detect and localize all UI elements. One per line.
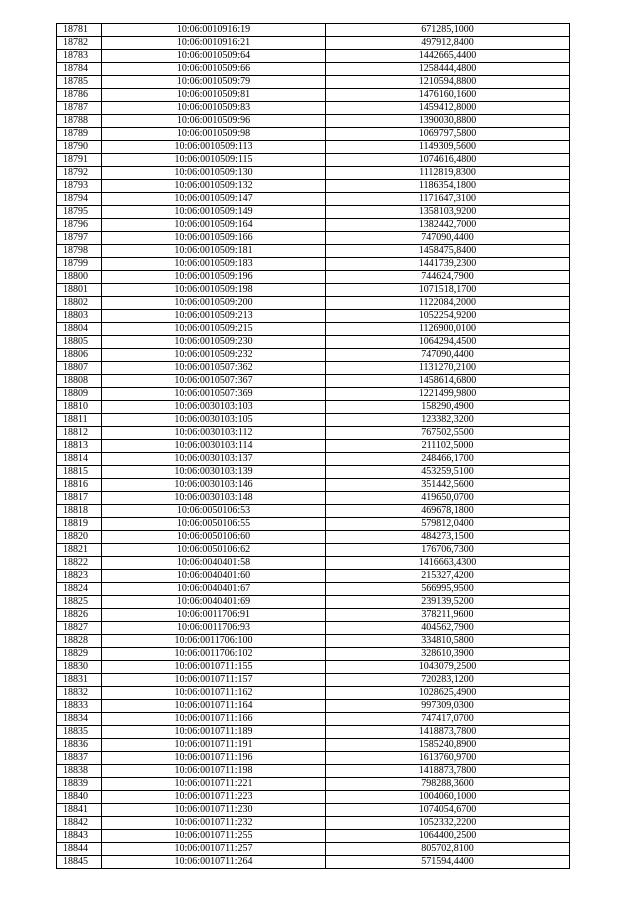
table-row bbox=[57, 24, 570, 37]
value-cell: 1052254,9200 bbox=[326, 310, 570, 323]
row-number-cell: 18816 bbox=[57, 479, 102, 492]
value-cell: 1149309,5600 bbox=[326, 141, 570, 154]
row-number-cell: 18810 bbox=[57, 401, 102, 414]
value-cell: 176706,7300 bbox=[326, 544, 570, 557]
table-row bbox=[57, 401, 570, 414]
value-cell: 720283,1200 bbox=[326, 674, 570, 687]
row-number-cell: 18840 bbox=[57, 791, 102, 804]
cadastral-number-cell: 10:06:0030103:103 bbox=[102, 401, 326, 414]
row-number-cell: 18802 bbox=[57, 297, 102, 310]
value-cell: 497912,8400 bbox=[326, 37, 570, 50]
cadastral-number-cell: 10:06:0010509:183 bbox=[102, 258, 326, 271]
row-number-cell: 18827 bbox=[57, 622, 102, 635]
table-row bbox=[57, 609, 570, 622]
value-cell: 1064294,4500 bbox=[326, 336, 570, 349]
value-cell: 1441739,2300 bbox=[326, 258, 570, 271]
row-number-cell: 18837 bbox=[57, 752, 102, 765]
row-number-cell: 18825 bbox=[57, 596, 102, 609]
table-row bbox=[57, 674, 570, 687]
row-number-cell: 18793 bbox=[57, 180, 102, 193]
value-cell: 239139,5200 bbox=[326, 596, 570, 609]
cadastral-number-cell: 10:06:0011706:100 bbox=[102, 635, 326, 648]
value-cell: 1131270,2100 bbox=[326, 362, 570, 375]
cadastral-number-cell: 10:06:0010711:157 bbox=[102, 674, 326, 687]
table-row bbox=[57, 492, 570, 505]
cadastral-number-cell: 10:06:0010711:191 bbox=[102, 739, 326, 752]
table-row bbox=[57, 622, 570, 635]
table-row bbox=[57, 570, 570, 583]
table-row bbox=[57, 466, 570, 479]
value-cell: 123382,3200 bbox=[326, 414, 570, 427]
row-number-cell: 18820 bbox=[57, 531, 102, 544]
table-row bbox=[57, 856, 570, 869]
value-cell: 334810,5800 bbox=[326, 635, 570, 648]
table-row bbox=[57, 63, 570, 76]
table-row bbox=[57, 37, 570, 50]
value-cell: 351442,5600 bbox=[326, 479, 570, 492]
value-cell: 1186354,1800 bbox=[326, 180, 570, 193]
value-cell: 747090,4400 bbox=[326, 232, 570, 245]
cadastral-number-cell: 10:06:0010509:132 bbox=[102, 180, 326, 193]
cadastral-number-cell: 10:06:0010509:113 bbox=[102, 141, 326, 154]
cadastral-number-cell: 10:06:0010509:164 bbox=[102, 219, 326, 232]
value-cell: 1459412,8000 bbox=[326, 102, 570, 115]
cadastral-number-cell: 10:06:0010711:189 bbox=[102, 726, 326, 739]
value-cell: 1004060,1000 bbox=[326, 791, 570, 804]
cadastral-number-cell: 10:06:0010509:66 bbox=[102, 63, 326, 76]
table-body bbox=[57, 24, 570, 869]
cadastral-number-cell: 10:06:0010509:83 bbox=[102, 102, 326, 115]
row-number-cell: 18817 bbox=[57, 492, 102, 505]
cadastral-number-cell: 10:06:0050106:53 bbox=[102, 505, 326, 518]
value-cell: 1613760,9700 bbox=[326, 752, 570, 765]
value-cell: 1458614,6800 bbox=[326, 375, 570, 388]
table-row bbox=[57, 271, 570, 284]
table-row bbox=[57, 596, 570, 609]
value-cell: 404562,7900 bbox=[326, 622, 570, 635]
table-row bbox=[57, 219, 570, 232]
row-number-cell: 18786 bbox=[57, 89, 102, 102]
table-row bbox=[57, 583, 570, 596]
value-cell: 1210594,8800 bbox=[326, 76, 570, 89]
value-cell: 747090,4400 bbox=[326, 349, 570, 362]
table-row bbox=[57, 414, 570, 427]
row-number-cell: 18790 bbox=[57, 141, 102, 154]
cadastral-number-cell: 10:06:0010711:223 bbox=[102, 791, 326, 804]
cadastral-number-cell: 10:06:0010509:215 bbox=[102, 323, 326, 336]
cadastral-number-cell: 10:06:0010711:196 bbox=[102, 752, 326, 765]
table-row bbox=[57, 544, 570, 557]
value-cell: 798288,3600 bbox=[326, 778, 570, 791]
cadastral-number-cell: 10:06:0010916:19 bbox=[102, 24, 326, 37]
table-row bbox=[57, 115, 570, 128]
cadastral-number-cell: 10:06:0011706:91 bbox=[102, 609, 326, 622]
row-number-cell: 18795 bbox=[57, 206, 102, 219]
table-row bbox=[57, 167, 570, 180]
row-number-cell: 18839 bbox=[57, 778, 102, 791]
table-row bbox=[57, 336, 570, 349]
cadastral-number-cell: 10:06:0010509:115 bbox=[102, 154, 326, 167]
value-cell: 571594,4400 bbox=[326, 856, 570, 869]
value-cell: 1416663,4300 bbox=[326, 557, 570, 570]
value-cell: 378211,9600 bbox=[326, 609, 570, 622]
cadastral-number-cell: 10:06:0010507:369 bbox=[102, 388, 326, 401]
value-cell: 158290,4900 bbox=[326, 401, 570, 414]
value-cell: 805702,8100 bbox=[326, 843, 570, 856]
table-row bbox=[57, 440, 570, 453]
table-row bbox=[57, 557, 570, 570]
table-row bbox=[57, 362, 570, 375]
table-row bbox=[57, 388, 570, 401]
table-row bbox=[57, 284, 570, 297]
value-cell: 1074054,6700 bbox=[326, 804, 570, 817]
cadastral-number-cell: 10:06:0050106:60 bbox=[102, 531, 326, 544]
value-cell: 1126900,0100 bbox=[326, 323, 570, 336]
value-cell: 1028625,4900 bbox=[326, 687, 570, 700]
row-number-cell: 18781 bbox=[57, 24, 102, 37]
cadastral-number-cell: 10:06:0010711:166 bbox=[102, 713, 326, 726]
cadastral-number-cell: 10:06:0011706:102 bbox=[102, 648, 326, 661]
value-cell: 744624,7900 bbox=[326, 271, 570, 284]
table-row bbox=[57, 830, 570, 843]
row-number-cell: 18808 bbox=[57, 375, 102, 388]
value-cell: 566995,9500 bbox=[326, 583, 570, 596]
row-number-cell: 18804 bbox=[57, 323, 102, 336]
row-number-cell: 18824 bbox=[57, 583, 102, 596]
table-row bbox=[57, 141, 570, 154]
row-number-cell: 18823 bbox=[57, 570, 102, 583]
cadastral-number-cell: 10:06:0010509:96 bbox=[102, 115, 326, 128]
cadastral-number-cell: 10:06:0010711:230 bbox=[102, 804, 326, 817]
cadastral-number-cell: 10:06:0030103:148 bbox=[102, 492, 326, 505]
value-cell: 1221499,9800 bbox=[326, 388, 570, 401]
row-number-cell: 18843 bbox=[57, 830, 102, 843]
cadastral-number-cell: 10:06:0010507:362 bbox=[102, 362, 326, 375]
cadastral-number-cell: 10:06:0010509:149 bbox=[102, 206, 326, 219]
value-cell: 1074616,4800 bbox=[326, 154, 570, 167]
cadastral-number-cell: 10:06:0010711:232 bbox=[102, 817, 326, 830]
row-number-cell: 18811 bbox=[57, 414, 102, 427]
row-number-cell: 18832 bbox=[57, 687, 102, 700]
cadastral-number-cell: 10:06:0011706:93 bbox=[102, 622, 326, 635]
value-cell: 1418873,7800 bbox=[326, 765, 570, 778]
row-number-cell: 18844 bbox=[57, 843, 102, 856]
table-row bbox=[57, 518, 570, 531]
value-cell: 579812,0400 bbox=[326, 518, 570, 531]
value-cell: 1064400,2500 bbox=[326, 830, 570, 843]
row-number-cell: 18784 bbox=[57, 63, 102, 76]
table-row bbox=[57, 752, 570, 765]
value-cell: 1258444,4800 bbox=[326, 63, 570, 76]
table-row bbox=[57, 245, 570, 258]
row-number-cell: 18834 bbox=[57, 713, 102, 726]
table-row bbox=[57, 843, 570, 856]
row-number-cell: 18809 bbox=[57, 388, 102, 401]
cadastral-number-cell: 10:06:0010509:213 bbox=[102, 310, 326, 323]
row-number-cell: 18792 bbox=[57, 167, 102, 180]
value-cell: 1171647,3100 bbox=[326, 193, 570, 206]
cadastral-number-cell: 10:06:0010509:232 bbox=[102, 349, 326, 362]
value-cell: 248466,1700 bbox=[326, 453, 570, 466]
cadastral-number-cell: 10:06:0010509:98 bbox=[102, 128, 326, 141]
table-row bbox=[57, 765, 570, 778]
value-cell: 1476160,1600 bbox=[326, 89, 570, 102]
row-number-cell: 18801 bbox=[57, 284, 102, 297]
row-number-cell: 18841 bbox=[57, 804, 102, 817]
cadastral-number-cell: 10:06:0010711:264 bbox=[102, 856, 326, 869]
row-number-cell: 18818 bbox=[57, 505, 102, 518]
row-number-cell: 18814 bbox=[57, 453, 102, 466]
row-number-cell: 18787 bbox=[57, 102, 102, 115]
table-row bbox=[57, 310, 570, 323]
cadastral-number-cell: 10:06:0030103:114 bbox=[102, 440, 326, 453]
value-cell: 671285,1000 bbox=[326, 24, 570, 37]
row-number-cell: 18807 bbox=[57, 362, 102, 375]
table-row bbox=[57, 453, 570, 466]
cadastral-number-cell: 10:06:0030103:112 bbox=[102, 427, 326, 440]
row-number-cell: 18783 bbox=[57, 50, 102, 63]
value-cell: 1382442,7000 bbox=[326, 219, 570, 232]
table-row bbox=[57, 635, 570, 648]
row-number-cell: 18822 bbox=[57, 557, 102, 570]
value-cell: 484273,1500 bbox=[326, 531, 570, 544]
row-number-cell: 18835 bbox=[57, 726, 102, 739]
value-cell: 1071518,1700 bbox=[326, 284, 570, 297]
table-row bbox=[57, 648, 570, 661]
table-row bbox=[57, 661, 570, 674]
value-cell: 211102,5000 bbox=[326, 440, 570, 453]
cadastral-number-cell: 10:06:0010916:21 bbox=[102, 37, 326, 50]
value-cell: 747417,0700 bbox=[326, 713, 570, 726]
cadastral-number-cell: 10:06:0010509:81 bbox=[102, 89, 326, 102]
row-number-cell: 18794 bbox=[57, 193, 102, 206]
table-row bbox=[57, 739, 570, 752]
row-number-cell: 18813 bbox=[57, 440, 102, 453]
cadastral-number-cell: 10:06:0010509:130 bbox=[102, 167, 326, 180]
cadastral-number-cell: 10:06:0010509:64 bbox=[102, 50, 326, 63]
cadastral-number-cell: 10:06:0010507:367 bbox=[102, 375, 326, 388]
value-cell: 997309,0300 bbox=[326, 700, 570, 713]
row-number-cell: 18815 bbox=[57, 466, 102, 479]
row-number-cell: 18833 bbox=[57, 700, 102, 713]
table-row bbox=[57, 778, 570, 791]
data-table bbox=[56, 23, 570, 869]
row-number-cell: 18800 bbox=[57, 271, 102, 284]
table-row bbox=[57, 193, 570, 206]
cadastral-number-cell: 10:06:0010509:200 bbox=[102, 297, 326, 310]
row-number-cell: 18796 bbox=[57, 219, 102, 232]
value-cell: 1122084,2000 bbox=[326, 297, 570, 310]
value-cell: 215327,4200 bbox=[326, 570, 570, 583]
cadastral-number-cell: 10:06:0010711:255 bbox=[102, 830, 326, 843]
table-row bbox=[57, 349, 570, 362]
table-row bbox=[57, 154, 570, 167]
value-cell: 1418873,7800 bbox=[326, 726, 570, 739]
table-row bbox=[57, 102, 570, 115]
row-number-cell: 18791 bbox=[57, 154, 102, 167]
cadastral-number-cell: 10:06:0030103:146 bbox=[102, 479, 326, 492]
value-cell: 1442665,4400 bbox=[326, 50, 570, 63]
cadastral-number-cell: 10:06:0030103:139 bbox=[102, 466, 326, 479]
cadastral-number-cell: 10:06:0050106:62 bbox=[102, 544, 326, 557]
cadastral-number-cell: 10:06:0040401:58 bbox=[102, 557, 326, 570]
value-cell: 1358103,9200 bbox=[326, 206, 570, 219]
row-number-cell: 18782 bbox=[57, 37, 102, 50]
cadastral-number-cell: 10:06:0010509:79 bbox=[102, 76, 326, 89]
row-number-cell: 18826 bbox=[57, 609, 102, 622]
table-row bbox=[57, 505, 570, 518]
cadastral-number-cell: 10:06:0040401:69 bbox=[102, 596, 326, 609]
table-row bbox=[57, 700, 570, 713]
table-row bbox=[57, 89, 570, 102]
cadastral-number-cell: 10:06:0040401:67 bbox=[102, 583, 326, 596]
value-cell: 1585240,8900 bbox=[326, 739, 570, 752]
table-row bbox=[57, 76, 570, 89]
value-cell: 419650,0700 bbox=[326, 492, 570, 505]
cadastral-number-cell: 10:06:0010509:181 bbox=[102, 245, 326, 258]
cadastral-number-cell: 10:06:0010711:164 bbox=[102, 700, 326, 713]
value-cell: 1052332,2200 bbox=[326, 817, 570, 830]
table-row bbox=[57, 297, 570, 310]
table-row bbox=[57, 180, 570, 193]
cadastral-number-cell: 10:06:0010509:196 bbox=[102, 271, 326, 284]
value-cell: 469678,1800 bbox=[326, 505, 570, 518]
value-cell: 328610,3900 bbox=[326, 648, 570, 661]
value-cell: 1069797,5800 bbox=[326, 128, 570, 141]
table-row bbox=[57, 258, 570, 271]
cadastral-number-cell: 10:06:0030103:105 bbox=[102, 414, 326, 427]
table-row bbox=[57, 713, 570, 726]
table-row bbox=[57, 817, 570, 830]
row-number-cell: 18821 bbox=[57, 544, 102, 557]
row-number-cell: 18838 bbox=[57, 765, 102, 778]
table-row bbox=[57, 791, 570, 804]
value-cell: 1458475,8400 bbox=[326, 245, 570, 258]
row-number-cell: 18836 bbox=[57, 739, 102, 752]
row-number-cell: 18785 bbox=[57, 76, 102, 89]
table-row bbox=[57, 427, 570, 440]
cadastral-number-cell: 10:06:0010509:147 bbox=[102, 193, 326, 206]
row-number-cell: 18798 bbox=[57, 245, 102, 258]
table-row bbox=[57, 804, 570, 817]
table-row bbox=[57, 232, 570, 245]
row-number-cell: 18806 bbox=[57, 349, 102, 362]
row-number-cell: 18797 bbox=[57, 232, 102, 245]
row-number-cell: 18805 bbox=[57, 336, 102, 349]
cadastral-number-cell: 10:06:0010509:166 bbox=[102, 232, 326, 245]
value-cell: 1112819,8300 bbox=[326, 167, 570, 180]
cadastral-number-cell: 10:06:0010509:230 bbox=[102, 336, 326, 349]
table-row bbox=[57, 323, 570, 336]
table-row bbox=[57, 531, 570, 544]
row-number-cell: 18788 bbox=[57, 115, 102, 128]
cadastral-number-cell: 10:06:0010711:155 bbox=[102, 661, 326, 674]
value-cell: 1043079,2500 bbox=[326, 661, 570, 674]
row-number-cell: 18830 bbox=[57, 661, 102, 674]
table-row bbox=[57, 479, 570, 492]
row-number-cell: 18819 bbox=[57, 518, 102, 531]
value-cell: 453259,5100 bbox=[326, 466, 570, 479]
row-number-cell: 18789 bbox=[57, 128, 102, 141]
table-row bbox=[57, 726, 570, 739]
row-number-cell: 18829 bbox=[57, 648, 102, 661]
cadastral-number-cell: 10:06:0010711:221 bbox=[102, 778, 326, 791]
table-row bbox=[57, 50, 570, 63]
cadastral-number-cell: 10:06:0010711:162 bbox=[102, 687, 326, 700]
row-number-cell: 18828 bbox=[57, 635, 102, 648]
table-row bbox=[57, 128, 570, 141]
cadastral-number-cell: 10:06:0010711:257 bbox=[102, 843, 326, 856]
cadastral-number-cell: 10:06:0040401:60 bbox=[102, 570, 326, 583]
row-number-cell: 18799 bbox=[57, 258, 102, 271]
value-cell: 1390030,8800 bbox=[326, 115, 570, 128]
table-row bbox=[57, 375, 570, 388]
row-number-cell: 18845 bbox=[57, 856, 102, 869]
row-number-cell: 18812 bbox=[57, 427, 102, 440]
table-row bbox=[57, 687, 570, 700]
cadastral-number-cell: 10:06:0050106:55 bbox=[102, 518, 326, 531]
table-row bbox=[57, 206, 570, 219]
cadastral-number-cell: 10:06:0010711:198 bbox=[102, 765, 326, 778]
row-number-cell: 18842 bbox=[57, 817, 102, 830]
row-number-cell: 18831 bbox=[57, 674, 102, 687]
value-cell: 767502,5500 bbox=[326, 427, 570, 440]
cadastral-number-cell: 10:06:0030103:137 bbox=[102, 453, 326, 466]
row-number-cell: 18803 bbox=[57, 310, 102, 323]
cadastral-number-cell: 10:06:0010509:198 bbox=[102, 284, 326, 297]
